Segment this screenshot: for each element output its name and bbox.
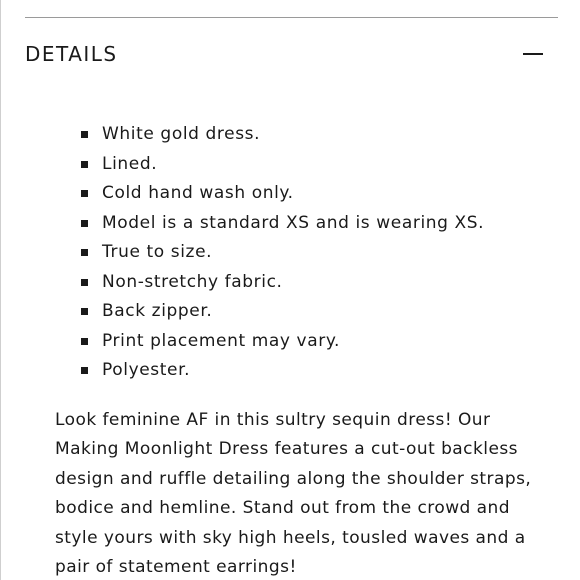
list-item-text: Cold hand wash only. — [102, 183, 294, 203]
list-item — [81, 356, 484, 386]
bullet-icon — [81, 220, 88, 227]
minus-icon[interactable] — [523, 53, 543, 55]
list-item — [81, 268, 484, 298]
list-item — [81, 327, 484, 357]
list-item-text: Model is a standard XS and is wearing XS. — [102, 212, 485, 233]
divider — [25, 17, 558, 18]
bullet-icon — [81, 279, 88, 286]
list-item — [81, 120, 484, 150]
bullet-icon — [81, 131, 88, 138]
list-item — [81, 238, 484, 268]
details-title: DETAILS — [25, 42, 118, 66]
bullet-icon — [81, 161, 88, 168]
bullet-icon — [81, 367, 88, 374]
list-item — [81, 297, 484, 327]
list-item — [81, 179, 484, 209]
bullet-icon — [81, 338, 88, 345]
list-item — [81, 209, 484, 239]
list-item-text: Polyester. — [102, 360, 191, 380]
bullet-icon — [81, 190, 88, 197]
list-item-text: True to size. — [102, 242, 213, 262]
list-item — [81, 150, 484, 180]
list-item-text: Back zipper. — [102, 301, 213, 321]
list-item-text: White gold dress. — [102, 124, 261, 144]
product-description: Look feminine AF in this sultry sequin dress! Our Making Moonlight Dress features a cut-out backless design and ruffle detailing along the shoulder straps, bodice and hemline. Stand out from the crowd and style yours with sky high heels, tousled waves and a pair of statement earrings! — [55, 410, 532, 578]
details-accordion-header[interactable] — [25, 38, 545, 72]
details-bullet-list — [81, 120, 484, 386]
list-item-text: Lined. — [102, 153, 158, 174]
bullet-icon — [81, 308, 88, 315]
list-item-text: Non-stretchy fabric. — [102, 271, 283, 292]
bullet-icon — [81, 249, 88, 256]
list-item-text: Print placement may vary. — [102, 330, 341, 351]
